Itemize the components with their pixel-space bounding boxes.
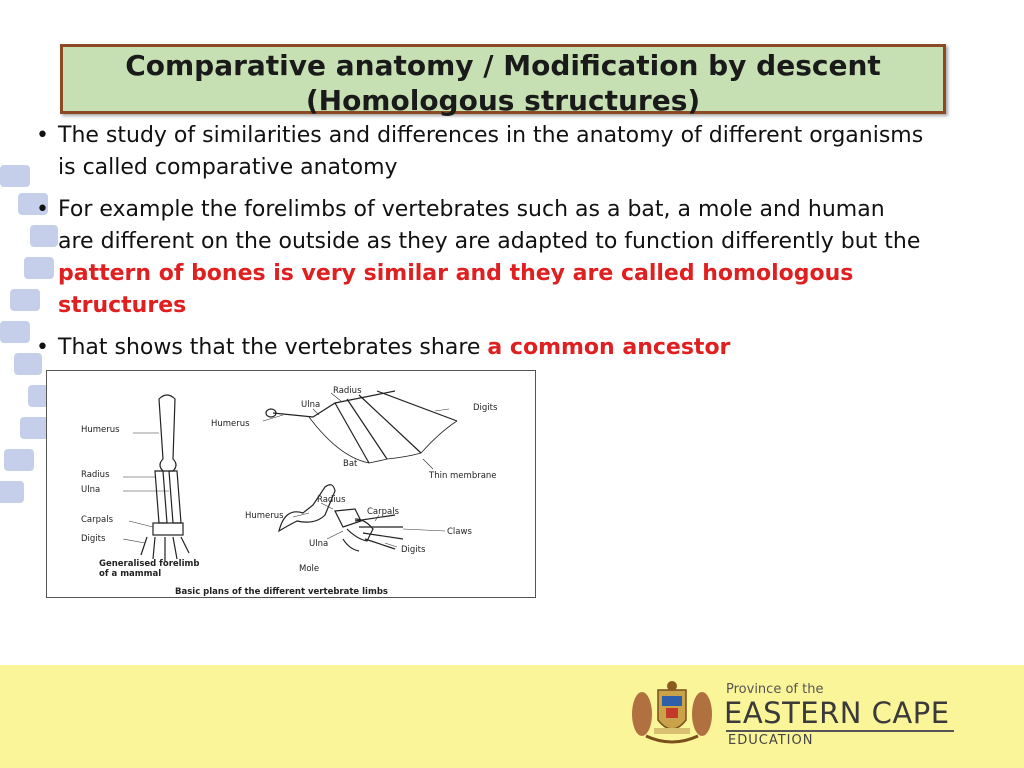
bullet-highlight: a common ancestor (487, 335, 731, 360)
logo-divider (726, 730, 954, 732)
logo-province-text: Province of the (726, 682, 824, 697)
bullet-item (36, 194, 926, 322)
bat-label-digits: Digits (473, 403, 498, 413)
mole-label-ulna: Ulna (309, 539, 329, 549)
title-banner (60, 44, 946, 117)
title-line-1: Comparative anatomy / Modification by descent (125, 49, 881, 82)
mammal-label-humerus: Humerus (81, 425, 120, 435)
logo-education-text: EDUCATION (728, 733, 814, 748)
mammal-label-digits: Digits (81, 534, 106, 544)
mole-label-humerus: Humerus (245, 511, 284, 521)
bullet-list (36, 120, 926, 374)
mammal-caption-2: of a mammal (99, 569, 162, 579)
bullet-highlight: pattern of bones is very similar and they are called homologous structures (58, 261, 854, 318)
bullet-text: That shows that the vertebrates share (58, 335, 488, 360)
bat-label-membrane: Thin membrane (429, 471, 497, 481)
figure-caption: Basic plans of the different vertebrate limbs (175, 587, 388, 597)
mammal-caption-1: Generalised forelimb (99, 559, 200, 569)
bat-wing-drawing (266, 391, 457, 463)
mole-label-digits: Digits (401, 545, 426, 555)
mammal-label-radius: Radius (81, 470, 110, 480)
mammal-label-carpals: Carpals (81, 515, 114, 525)
logo-eastern-cape-text: EASTERN CAPE (724, 696, 950, 730)
bullet-text: The study of similarities and differences in the anatomy of different organisms is called comparative anatomy (58, 123, 924, 180)
mole-label-name: Mole (299, 564, 320, 574)
title-line-2: (Homologous structures) (305, 84, 701, 117)
mammal-forelimb-drawing (141, 395, 189, 561)
bat-label-name: Bat (343, 459, 358, 469)
limb-diagram (46, 370, 536, 598)
bullet-item (36, 120, 926, 184)
mole-label-radius: Radius (317, 495, 346, 505)
bat-label-humerus: Humerus (211, 419, 250, 429)
coat-of-arms-icon (626, 678, 718, 748)
bat-label-radius: Radius (333, 386, 362, 396)
mole-label-claws: Claws (447, 527, 472, 537)
mammal-label-ulna: Ulna (81, 485, 101, 495)
bullet-text: For example the forelimbs of vertebrates such as a bat, a mole and human are different on the outside as they are adapted to function differently but the (58, 197, 921, 254)
bullet-item (36, 332, 926, 364)
mole-label-carpals: Carpals (367, 507, 400, 517)
limb-diagram-drawing (47, 371, 537, 599)
bat-label-ulna: Ulna (301, 400, 321, 410)
